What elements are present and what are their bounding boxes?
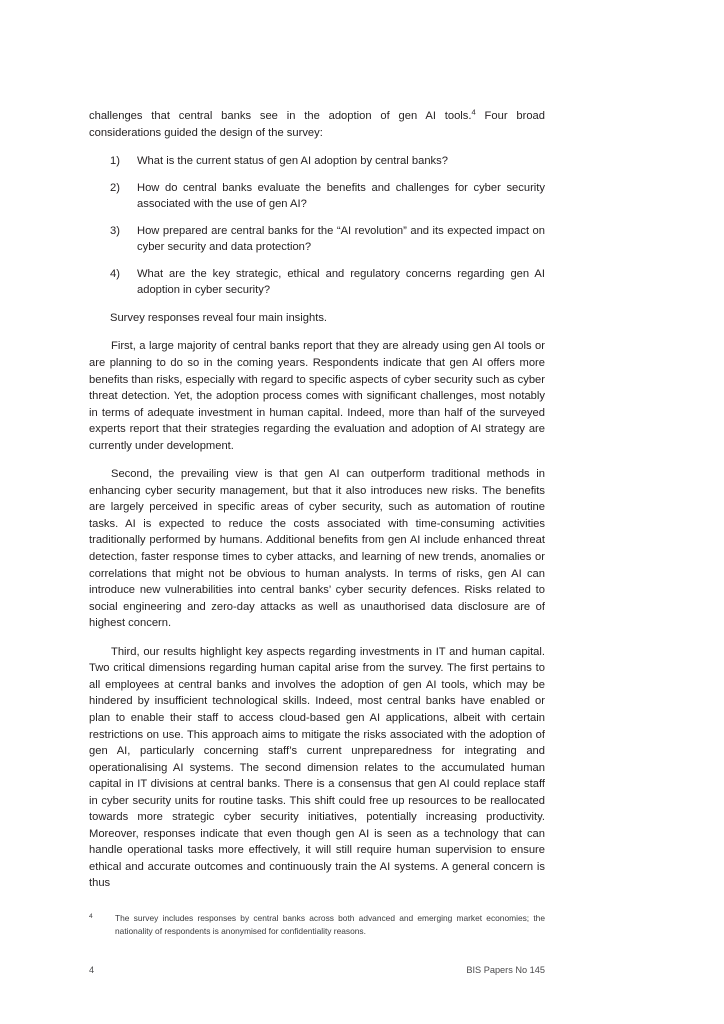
list-item-number: 3) <box>110 224 120 237</box>
list-item <box>89 180 545 213</box>
footnote-number: 4 <box>89 913 93 920</box>
footnote-text: The survey includes responses by central banks across both advanced and emerging market economies; the nationality of respondents is anonymised for confidentiality reasons. <box>115 913 545 936</box>
list-item-number: 2) <box>110 181 120 194</box>
list-item <box>89 223 545 256</box>
footnote-reference-marker[interactable]: 4 <box>471 107 476 117</box>
paragraph-third-insight: Third, our results highlight key aspects regarding investments in IT and human capital. Two critical dimensions regarding human capital arise from the survey. The first pertains to all employees at central banks and involves the adoption of gen AI tools, which may be hindered by insufficient technological skills. Indeed, most central banks have enabled or plan to enable their staff to access cloud-based gen AI applications, albeit with certain restrictions on use. This approach aims to mitigate the risks associated with the adoption of gen AI, particularly concerning staff’s current unpreparedness for integrating and operationalising AI systems. The second dimension relates to the accumulated human capital in IT divisions at central banks. There is a consensus that gen AI could replace staff in cyber security units for routine tasks. This shift could free up resources to be reallocated towards more strategic cyber security initiatives, potentially increasing productivity. Moreover, responses indicate that even though gen AI is seen as a technology that can handle operational tasks more effectively, it will still require human supervision to ensure ethical and accurate outcomes and continuously train the AI systems. A general concern is thus <box>89 645 545 890</box>
list-item-number: 1) <box>110 155 120 168</box>
list-item-label: What are the key strategic, ethical and regulatory concerns regarding gen AI adoption in cyber security? <box>137 267 545 297</box>
list-item-label: How do central banks evaluate the benefits and challenges for cyber security associated with the use of gen AI? <box>137 181 545 211</box>
paragraph-second-insight: Second, the prevailing view is that gen AI can outperform traditional methods in enhancing cyber security management, but that it also introduces new risks. The benefits are largely perceived in specific areas of cyber security, such as automation of routine tasks. AI is expected to reduce the costs associated with time-consuming activities traditionally performed by humans. Additional benefits from gen AI include enhanced threat detection, faster response times to cyber attacks, and learning of new trends, anomalies or correlations that might not be obvious to human analysts. In terms of risks, gen AI can introduce new vulnerabilities into central banks’ cyber security defences. Risks related to social engineering and zero-day attacks as well as unauthorised data disclosure are of highest concern. <box>89 468 545 630</box>
list-item-label: How prepared are central banks for the “AI revolution” and its expected impact on cyber security and data protection? <box>137 224 545 254</box>
paragraph-first-insight: First, a large majority of central banks report that they are already using gen AI tools or are planning to do so in the coming years. Respondents indicate that gen AI offers more benefits than risks, especially with regard to specific aspects of cyber security such as cyber threat detection. Yet, the adoption process comes with significant challenges, most notably in terms of adequate investment in human capital. Indeed, more than half of the surveyed experts report that their strategies regarding the evaluation and adoption of AI strategy are currently under development. <box>89 340 545 452</box>
opening-paragraph-text-part1: challenges that central banks see in the adoption of gen AI tools. <box>89 110 472 122</box>
page-footer <box>89 965 545 975</box>
list-item-number: 4) <box>110 267 120 280</box>
page-number: 4 <box>89 965 95 975</box>
survey-insights-line: Survey responses reveal four main insights. <box>110 311 328 324</box>
list-item <box>89 266 545 299</box>
opening-paragraph <box>89 108 545 141</box>
list-item-label: What is the current status of gen AI adoption by central banks? <box>137 155 448 168</box>
footnote-4 <box>89 912 545 937</box>
page-content <box>89 108 545 892</box>
document-reference: BIS Papers No 145 <box>466 965 545 975</box>
survey-questions-list <box>89 153 545 299</box>
list-item <box>89 153 545 170</box>
footnote-area <box>89 912 545 937</box>
opening-paragraph-text-part2: Four broad considerations guided the design of the survey: <box>89 110 545 139</box>
